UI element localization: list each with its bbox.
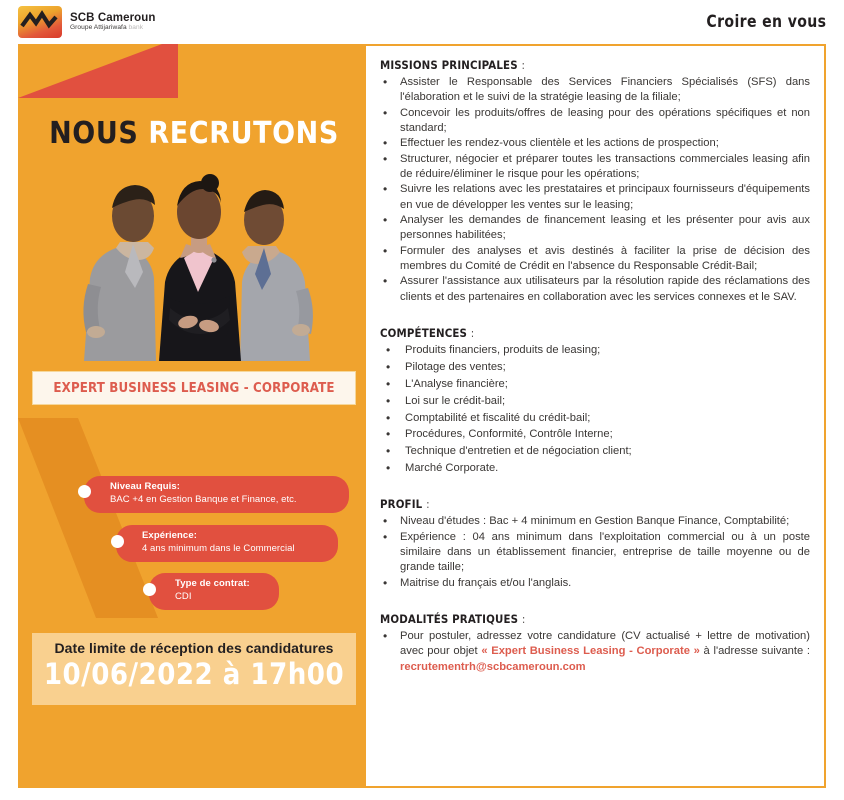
requirement-pill-contrat <box>149 573 279 610</box>
logo-title: SCB Cameroun <box>70 11 156 24</box>
modalites-text-before: Pour postuler, adressez votre candidature (CV actualisé + lettre de motivation) avec pour objet <box>400 630 810 658</box>
section-title: MISSIONS PRINCIPALES : <box>380 58 526 72</box>
deadline-label: Date limite de réception des candidatures <box>54 640 334 656</box>
three-business-professionals-photo <box>58 156 338 361</box>
list-item: • Marché Corporate. <box>380 461 810 476</box>
pill-title: Niveau Requis: <box>110 481 181 492</box>
pill-title: Type de contrat: <box>175 578 250 589</box>
list-item: • Loi sur le crédit-bail; <box>380 394 810 409</box>
list-item: • Structurer, négocier et préparer toutes les transactions commerciales leasing afin de réduire/éliminer le risque pour les opérations; <box>380 152 810 183</box>
pill-bullet-dot-icon <box>78 485 91 498</box>
list-item: • Suivre les relations avec les prestataires et principaux fournisseurs d'équipements en vue de développer les ventes sur le leasing; <box>380 182 810 213</box>
list-item: • Comptabilité et fiscalité du crédit-bail; <box>380 411 810 426</box>
section-title: PROFIL : <box>380 497 430 512</box>
headline-recrutons: RECRUTONS <box>148 116 339 151</box>
list-item: • L'Analyse financière; <box>380 377 810 392</box>
requirement-pill-experience <box>116 525 338 562</box>
section-modalites-pratiques <box>380 612 810 675</box>
list-item: • Maitrise du français et/ou l'anglais. <box>380 576 810 591</box>
pill-value: CDI <box>175 590 192 602</box>
pill-bullet-dot-icon <box>111 535 124 548</box>
pill-value: 4 ans minimum dans le Commercial <box>142 542 295 554</box>
modalites-list <box>380 629 810 675</box>
headline <box>18 116 370 151</box>
recruitment-email-link[interactable]: recrutementrh@scbcameroun.com <box>400 660 586 673</box>
brand-tagline: Croire en vous <box>706 12 826 32</box>
page-header <box>0 0 844 44</box>
list-item: • Procédures, Conformité, Contrôle Interne; <box>380 427 810 442</box>
list-item: • Assurer l'assistance aux utilisateurs par la résolution rapide des réclamations des clients et des partenaires en collaboration avec les services connexes et le SAV. <box>380 274 810 305</box>
red-diagonal-wedge <box>18 38 370 98</box>
list-item: • Expérience : 04 ans minimum dans l'exploitation commercial ou à un poste similaire dans un établissement financier, entreprise de taille moyenne ou de grande taille; <box>380 530 810 576</box>
job-description-panel <box>364 44 826 788</box>
brand-logo <box>18 6 156 38</box>
profil-list <box>380 514 810 591</box>
list-item: • Niveau d'études : Bac + 4 minimum en Gestion Banque Finance, Comptabilité; <box>380 514 810 529</box>
job-title-text: EXPERT BUSINESS LEASING - CORPORATE <box>53 380 335 396</box>
list-item: • Pilotage des ventes; <box>380 360 810 375</box>
section-title: MODALITÉS PRATIQUES : <box>380 612 526 627</box>
section-profil <box>380 497 810 591</box>
job-subject-highlight: « Expert Business Leasing - Corporate » <box>481 645 700 658</box>
left-promo-panel <box>18 38 370 788</box>
headline-nous: NOUS <box>49 116 139 151</box>
list-item <box>380 629 810 675</box>
competences-list <box>380 343 810 476</box>
list-item: • Effectuer les rendez-vous clientèle et les actions de prospection; <box>380 136 810 151</box>
section-title: COMPÉTENCES : <box>380 326 475 341</box>
scb-zigzag-logo-icon <box>18 6 62 38</box>
list-item: • Formuler des analyses et avis destinés à faciliter la prise de décision des membres du Comité de Crédit en l'absence du Responsable Crédit-Bail; <box>380 244 810 275</box>
list-item: • Assister le Responsable des Services Financiers Spécialisés (SFS) dans l'élaboration et le suivi de la stratégie leasing de la filiale; <box>380 75 810 106</box>
pill-title: Expérience: <box>142 530 197 541</box>
deadline-date: 10/06/2022 à 17h00 <box>43 657 345 691</box>
requirement-pill-niveau <box>84 476 349 513</box>
list-item: • Analyser les demandes de financement leasing et les présenter pour avis aux personnes habilitées; <box>380 213 810 244</box>
list-item: • Produits financiers, produits de leasing; <box>380 343 810 358</box>
logo-subtitle: Groupe Attijariwafa bank <box>70 24 144 32</box>
list-item: • Concevoir les produits/offres de leasing pour des opérations spécifiques et non standard; <box>380 106 810 137</box>
pill-bullet-dot-icon <box>143 583 156 596</box>
job-title-banner <box>32 371 356 405</box>
pill-value: BAC +4 en Gestion Banque et Finance, etc. <box>110 493 297 505</box>
list-item: • Technique d'entretien et de négociation client; <box>380 444 810 459</box>
section-missions-principales <box>380 58 810 305</box>
section-competences <box>380 326 810 476</box>
modalites-text-middle: à l'adresse suivante : <box>699 645 811 658</box>
application-deadline-box <box>32 633 356 705</box>
missions-list <box>380 75 810 305</box>
